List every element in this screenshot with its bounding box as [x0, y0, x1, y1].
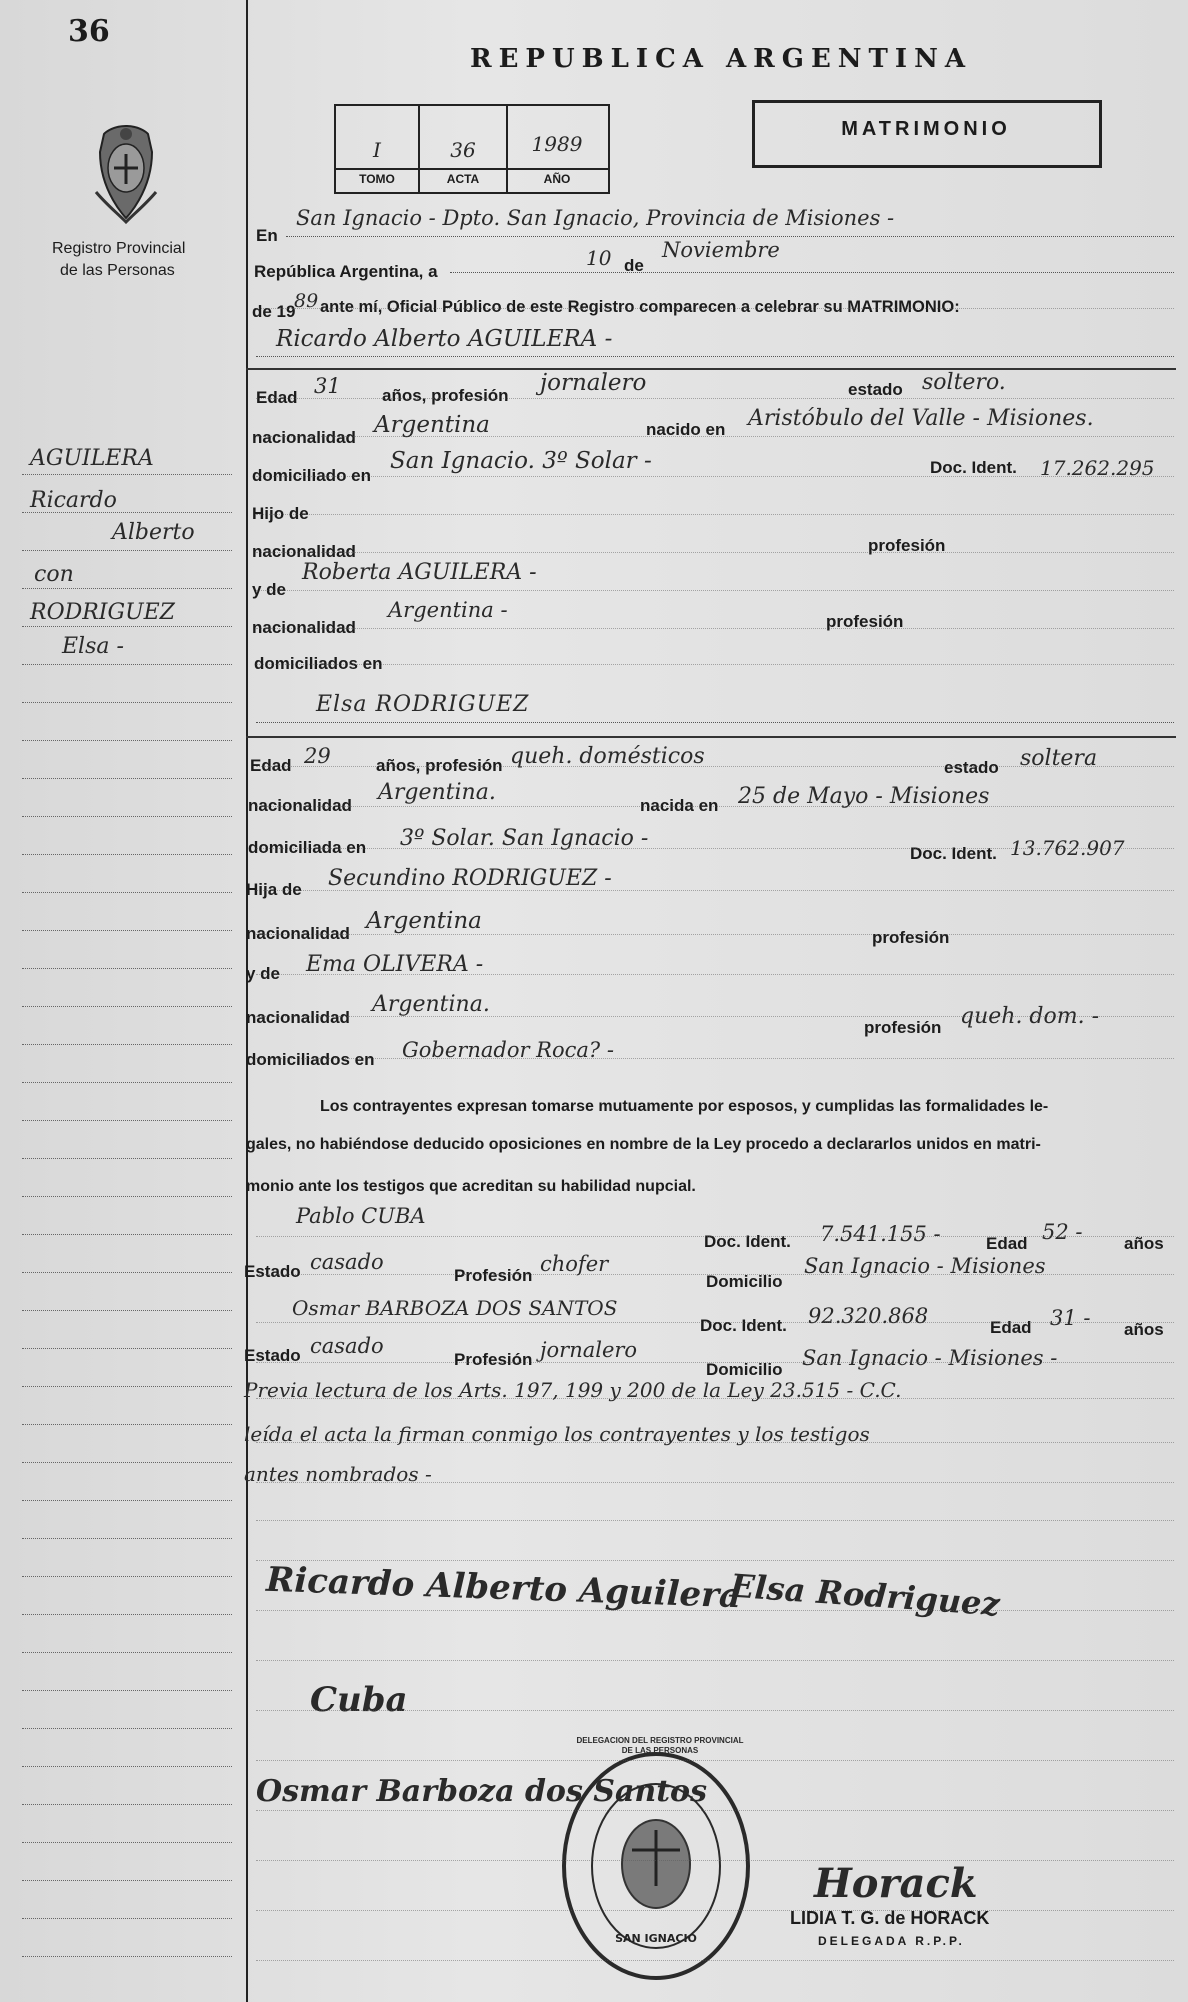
form-rule — [256, 1860, 1174, 1861]
margin-rule — [22, 1310, 232, 1311]
declaration-line2: gales, no habiéndose deducido oposiciones en nombre de la Ley procedo a declararlos unidos en matri- — [246, 1136, 1041, 1153]
form-rule — [256, 1058, 1174, 1059]
seal-center-text: SAN IGNACIO — [615, 1932, 697, 1945]
margin-rule — [22, 1044, 232, 1045]
margin-rule — [22, 1576, 232, 1577]
bride-parents-dom-label: domiciliados en — [246, 1050, 375, 1069]
witness1-anos-label: años — [1124, 1234, 1164, 1253]
bride-birthplace: 25 de Mayo - Misiones — [738, 784, 990, 809]
groom-father-nat-label: nacionalidad — [252, 542, 356, 561]
bride-father-nat: Argentina — [366, 908, 482, 934]
form-rule — [256, 398, 1174, 399]
groom-nationality: Argentina — [374, 412, 490, 438]
groom-age: 31 — [314, 374, 341, 398]
groom-estado-label: estado — [848, 380, 903, 399]
form-rule — [256, 974, 1174, 975]
bride-profession: queh. domésticos — [510, 744, 705, 769]
witness1-age: 52 - — [1042, 1220, 1083, 1244]
tomo-value: I — [373, 138, 381, 162]
bride-estado-label: estado — [944, 758, 999, 777]
margin-rule — [22, 1500, 232, 1501]
bride-hija-label: Hija de — [246, 880, 302, 899]
margin-rule — [22, 588, 232, 589]
witness1-name: Pablo CUBA — [296, 1204, 426, 1228]
form-rule — [256, 1710, 1174, 1711]
form-rule — [256, 1610, 1174, 1611]
witness1-doc-label: Doc. Ident. — [704, 1232, 791, 1251]
bride-dom-label: domiciliada en — [248, 838, 367, 857]
bride-doc: 13.762.907 — [1010, 836, 1125, 860]
margin-rule — [22, 1462, 232, 1463]
margin-rule — [22, 1766, 232, 1767]
margin-rule — [22, 1424, 232, 1425]
bride-mother-prof-label: profesión — [864, 1018, 942, 1037]
groom-edad-label: Edad — [256, 388, 298, 407]
form-rule — [256, 1274, 1174, 1275]
bride-nac-label: nacionalidad — [248, 796, 352, 815]
ref-header-rule — [334, 168, 608, 170]
bride-father-prof-label: profesión — [872, 928, 950, 947]
appear-text: ante mí, Oficial Público de este Registro comparecen a celebrar su MATRIMONIO: — [320, 298, 960, 316]
margin-note-middle: Alberto — [112, 520, 195, 545]
margin-rule — [22, 816, 232, 817]
form-rule — [256, 1810, 1174, 1811]
bride-parents-dom: Gobernador Roca? - — [402, 1038, 614, 1062]
witness1-estado: casado — [310, 1250, 384, 1274]
form-rule — [256, 766, 1174, 767]
ano-label: AÑO — [543, 172, 571, 186]
groom-dom-label: domiciliado en — [252, 466, 372, 485]
intro-place: San Ignacio - Dpto. San Ignacio, Provincia de Misiones - — [296, 206, 895, 230]
intro-day: 10 — [586, 246, 612, 270]
groom-name-line — [256, 356, 1174, 357]
witness2-prof-label: Profesión — [454, 1350, 533, 1369]
groom-mother-prof-label: profesión — [826, 612, 904, 631]
republica-label: República Argentina, a — [254, 262, 438, 281]
margin-rule — [22, 1234, 232, 1235]
margin-divider — [246, 0, 248, 2002]
groom-nac-label: nacionalidad — [252, 428, 356, 447]
form-rule — [256, 1016, 1174, 1017]
margin-rule — [22, 1158, 232, 1159]
bride-doc-label: Doc. Ident. — [910, 844, 997, 863]
date-line — [450, 272, 1174, 273]
bride-mother: Ema OLIVERA - — [306, 952, 484, 977]
intro-month: Noviembre — [662, 238, 780, 262]
form-rule — [256, 514, 1174, 515]
groom-top-rule — [246, 368, 1176, 370]
margin-rule — [22, 702, 232, 703]
tomo-label: TOMO — [359, 172, 395, 186]
bride-age: 29 — [304, 744, 331, 768]
bride-father-nat-label: nacionalidad — [246, 924, 350, 943]
margin-note-surname: AGUILERA — [30, 446, 154, 471]
official-title: DELEGADA R.P.P. — [818, 1934, 965, 1948]
form-rule — [256, 308, 1174, 309]
form-rule — [256, 1322, 1174, 1323]
witness1-doc: 7.541.155 - — [820, 1222, 941, 1246]
ano-value: 1989 — [531, 132, 583, 156]
intro-year: 89 — [294, 290, 319, 312]
place-line — [286, 236, 1174, 237]
margin-rule — [22, 1804, 232, 1805]
margin-rule — [22, 1348, 232, 1349]
declaration-line1: Los contrayentes expresan tomarse mutuamente por esposos, y cumplidas las formalidades le- — [320, 1098, 1049, 1115]
bride-mother-nat-label: nacionalidad — [246, 1008, 350, 1027]
de19-label: de 19 — [252, 302, 296, 321]
groom-hijo-label: Hijo de — [252, 504, 309, 523]
groom-parents-dom-label: domiciliados en — [254, 654, 383, 673]
margin-rule — [22, 1956, 232, 1957]
margin-note-surname2: RODRIGUEZ — [30, 600, 175, 625]
margin-rule — [22, 626, 232, 627]
groom-doc: 17.262.295 — [1040, 456, 1155, 480]
margin-rule — [22, 1652, 232, 1653]
groom-estado: soltero. — [922, 370, 1006, 395]
witness2-estado: casado — [310, 1334, 384, 1358]
margin-rule — [22, 1196, 232, 1197]
form-rule — [256, 1442, 1174, 1443]
groom-profession: jornalero — [540, 370, 647, 396]
margin-rule — [22, 1690, 232, 1691]
bride-estado: soltera — [1020, 746, 1098, 771]
bride-name-line — [256, 722, 1174, 723]
form-rule — [256, 552, 1174, 553]
form-rule — [256, 806, 1174, 807]
form-rule — [256, 1910, 1174, 1911]
coat-of-arms-icon — [86, 122, 166, 226]
closing-line3: antes nombrados - — [244, 1462, 432, 1486]
margin-rule — [22, 1614, 232, 1615]
bride-domicile: 3º Solar. San Ignacio - — [400, 826, 649, 851]
en-label: En — [256, 226, 278, 245]
groom-doc-label: Doc. Ident. — [930, 458, 1017, 477]
seal-text: DELEGACION DEL REGISTRO PROVINCIAL DE LAS PERSONAS — [576, 1736, 744, 1755]
bride-edad-label: Edad — [250, 756, 292, 775]
form-rule — [256, 934, 1174, 935]
groom-anos-prof-label: años, profesión — [382, 386, 509, 405]
margin-rule — [22, 778, 232, 779]
groom-father-prof-label: profesión — [868, 536, 946, 555]
margin-rule — [22, 1082, 232, 1083]
form-rule — [256, 1236, 1174, 1237]
margin-rule — [22, 968, 232, 969]
form-rule — [256, 590, 1174, 591]
margin-rule — [22, 1386, 232, 1387]
form-rule — [256, 1398, 1174, 1399]
bride-nacida-label: nacida en — [640, 796, 719, 815]
witness2-age: 31 - — [1050, 1306, 1091, 1330]
registry-name-line1: Registro Provincial — [52, 240, 186, 257]
margin-rule — [22, 740, 232, 741]
acta-value: 36 — [450, 138, 476, 162]
bride-signature: Elsa Rodriguez — [729, 1566, 1001, 1624]
margin-rule — [22, 1006, 232, 1007]
groom-signature: Ricardo Alberto Aguilera — [265, 1559, 742, 1617]
witness1-edad-label: Edad — [986, 1234, 1028, 1253]
official-signature: Horack — [814, 1860, 978, 1907]
bride-top-rule — [246, 736, 1176, 738]
page-number: 36 — [68, 14, 110, 49]
de-label: de — [624, 256, 644, 275]
closing-line1: Previa lectura de los Arts. 197, 199 y 200 de la Ley 23.515 - C.C. — [244, 1378, 902, 1402]
bride-nationality: Argentina. — [378, 780, 496, 805]
witness1-profession: chofer — [540, 1252, 609, 1276]
margin-note-name2: Elsa - — [62, 634, 124, 659]
registry-name-line2: de las Personas — [60, 262, 175, 279]
form-rule — [256, 1960, 1174, 1961]
groom-domicile: San Ignacio. 3º Solar - — [390, 448, 652, 474]
witness1-signature: Cuba — [310, 1680, 408, 1720]
margin-rule — [22, 1918, 232, 1919]
groom-mother: Roberta AGUILERA - — [302, 560, 537, 585]
margin-note-name: Ricardo — [30, 488, 117, 513]
groom-mother-nat-label: nacionalidad — [252, 618, 356, 637]
form-rule — [256, 848, 1174, 849]
form-rule — [256, 890, 1174, 891]
margin-note-con: con — [34, 562, 74, 587]
margin-rule — [22, 930, 232, 931]
margin-rule — [22, 892, 232, 893]
closing-line2: leída el acta la firman conmigo los contrayentes y los testigos — [244, 1422, 870, 1446]
official-name: LIDIA T. G. de HORACK — [790, 1908, 990, 1928]
witness2-edad-label: Edad — [990, 1318, 1032, 1337]
form-rule — [256, 436, 1174, 437]
witness1-domicile: San Ignacio - Misiones — [804, 1254, 1046, 1278]
form-rule — [256, 1760, 1174, 1761]
margin-rule — [22, 1880, 232, 1881]
witness1-prof-label: Profesión — [454, 1266, 533, 1285]
form-rule — [256, 664, 1174, 665]
margin-rule — [22, 1120, 232, 1121]
acta-label: ACTA — [446, 172, 480, 186]
witness2-profession: jornalero — [540, 1338, 638, 1362]
witness2-doc-label: Doc. Ident. — [700, 1316, 787, 1335]
witness2-signature: Osmar Barboza dos Santos — [256, 1774, 707, 1809]
form-rule — [256, 1520, 1174, 1521]
form-rule — [256, 628, 1174, 629]
witness2-estado-label: Estado — [244, 1346, 301, 1365]
bride-yde-label: y de — [246, 964, 281, 983]
margin-rule — [22, 1728, 232, 1729]
groom-yde-label: y de — [252, 580, 287, 599]
groom-birthplace: Aristóbulo del Valle - Misiones. — [748, 406, 1094, 431]
form-rule — [256, 476, 1174, 477]
margin-rule — [22, 1538, 232, 1539]
record-type: MATRIMONIO — [841, 118, 1011, 140]
bride-name: Elsa RODRIGUEZ — [316, 692, 530, 717]
country-title: REPUBLICA ARGENTINA — [470, 44, 973, 74]
bride-mother-nat: Argentina. — [372, 992, 490, 1017]
form-rule — [256, 1362, 1174, 1363]
margin-rule — [22, 664, 232, 665]
witness1-dom-label: Domicilio — [706, 1272, 783, 1291]
witness2-doc: 92.320.868 — [808, 1304, 929, 1328]
margin-rule — [22, 550, 232, 551]
margin-rule — [22, 512, 232, 513]
form-rule — [256, 1482, 1174, 1483]
bride-anos-prof-label: años, profesión — [376, 756, 503, 775]
groom-nacido-label: nacido en — [646, 420, 726, 439]
margin-rule — [22, 1272, 232, 1273]
groom-mother-nat: Argentina - — [388, 598, 508, 622]
margin-rule — [22, 854, 232, 855]
form-rule — [256, 1660, 1174, 1661]
margin-rule — [22, 1842, 232, 1843]
witness2-anos-label: años — [1124, 1320, 1164, 1339]
registry-seal-icon — [556, 1746, 756, 1986]
bride-father: Secundino RODRIGUEZ - — [328, 866, 612, 891]
margin-rule — [22, 474, 232, 475]
witness2-dom-label: Domicilio — [706, 1360, 783, 1379]
declaration-line3: monio ante los testigos que acreditan su habilidad nupcial. — [246, 1178, 696, 1195]
witness2-name: Osmar BARBOZA DOS SANTOS — [292, 1296, 618, 1320]
witness2-domicile: San Ignacio - Misiones - — [802, 1346, 1058, 1370]
witness1-estado-label: Estado — [244, 1262, 301, 1281]
groom-name: Ricardo Alberto AGUILERA - — [276, 326, 613, 352]
form-rule — [256, 1560, 1174, 1561]
bride-mother-prof: queh. dom. - — [960, 1004, 1100, 1029]
